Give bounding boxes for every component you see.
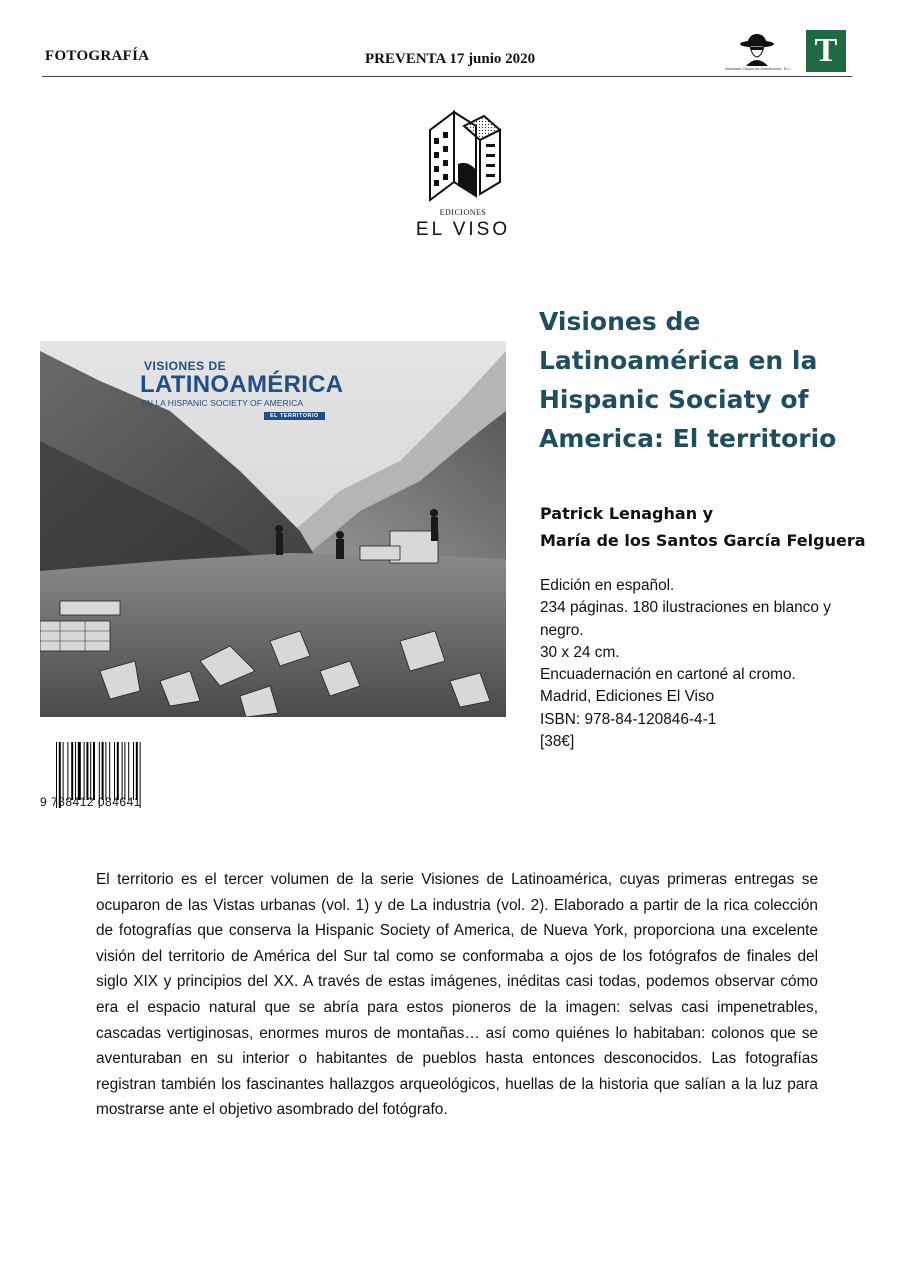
book-title: Visiones de Latinoamérica en la Hispanic Sociaty of America: El territorio bbox=[539, 307, 837, 453]
publisher-name: EL VISO bbox=[415, 219, 511, 240]
cover-title-small: VISIONES DE bbox=[144, 359, 227, 373]
presale-date: PREVENTA 17 junio 2020 bbox=[365, 51, 536, 67]
detail-isbn: ISBN: 978-84-120846-4-1 bbox=[540, 710, 717, 728]
cover-volume-badge: EL TERRITORIO bbox=[264, 412, 325, 420]
detail-publisher: Madrid, Ediciones El Viso bbox=[540, 688, 715, 706]
barcode-digits: 9 788412 084641 bbox=[40, 795, 141, 809]
author-line: María de los Santos García Felguera bbox=[540, 531, 866, 550]
detail-price: [38€] bbox=[540, 733, 575, 751]
t-logo: T bbox=[806, 30, 846, 72]
el-viso-building-icon bbox=[424, 108, 502, 208]
detail-size: 30 x 24 cm. bbox=[540, 643, 620, 661]
cover-title-large: LATINOAMÉRICA bbox=[140, 371, 344, 398]
detail-pages: 234 páginas. 180 ilustraciones en blanco y negro. bbox=[540, 599, 831, 639]
detail-edition: Edición en español. bbox=[540, 577, 675, 594]
book-cover bbox=[40, 341, 506, 717]
header-divider bbox=[42, 76, 852, 77]
book-details bbox=[540, 575, 870, 753]
detail-binding: Encuadernación en cartoné al cromo. bbox=[540, 666, 796, 684]
book-authors bbox=[540, 500, 880, 554]
publisher-label-small: EDICIONES bbox=[439, 208, 487, 217]
book-description: El territorio es el tercer volumen de la serie Visiones de Latinoamérica, cuyas primeras entregas se ocuparon de las Vistas urbanas (vol. 1) y de La industria (vol. 2). Elaborado a partir de la rica colección de fotografías que conserva la Hispanic Society of America, de Nueva York, proporciona una excelente visión del territorio de América del Sur tal como se conformaba a ojos de los fotógrafos de finales del siglo XIX y principios del XX. A través de estas imágenes, inéditas casi todas, podemos observar cómo era el espacio natural que se abría para estos pioneros de la imagen: selvas casi impenetrables, cascadas vertiginosas, enormes muros de montañas… así como quiénes lo habitaban: colonos que se aventuraban en su interior o habitantes de pueblos hasta entonces desconocidos. Las fotografías registran también los fascinantes hallazgos arqueológicos, huellas de la historia que salían a la luz para mostrarse ante el objetivo asombrado del fotógrafo. bbox=[96, 871, 818, 1119]
section-category: FOTOGRAFÍA bbox=[45, 48, 150, 64]
author-line: Patrick Lenaghan y bbox=[540, 504, 714, 523]
distributor-caption: Machado Grupo de Distribución, S.L. bbox=[725, 66, 791, 71]
cover-subtitle: EN LA HISPANIC SOCIETY OF AMERICA bbox=[141, 398, 304, 408]
